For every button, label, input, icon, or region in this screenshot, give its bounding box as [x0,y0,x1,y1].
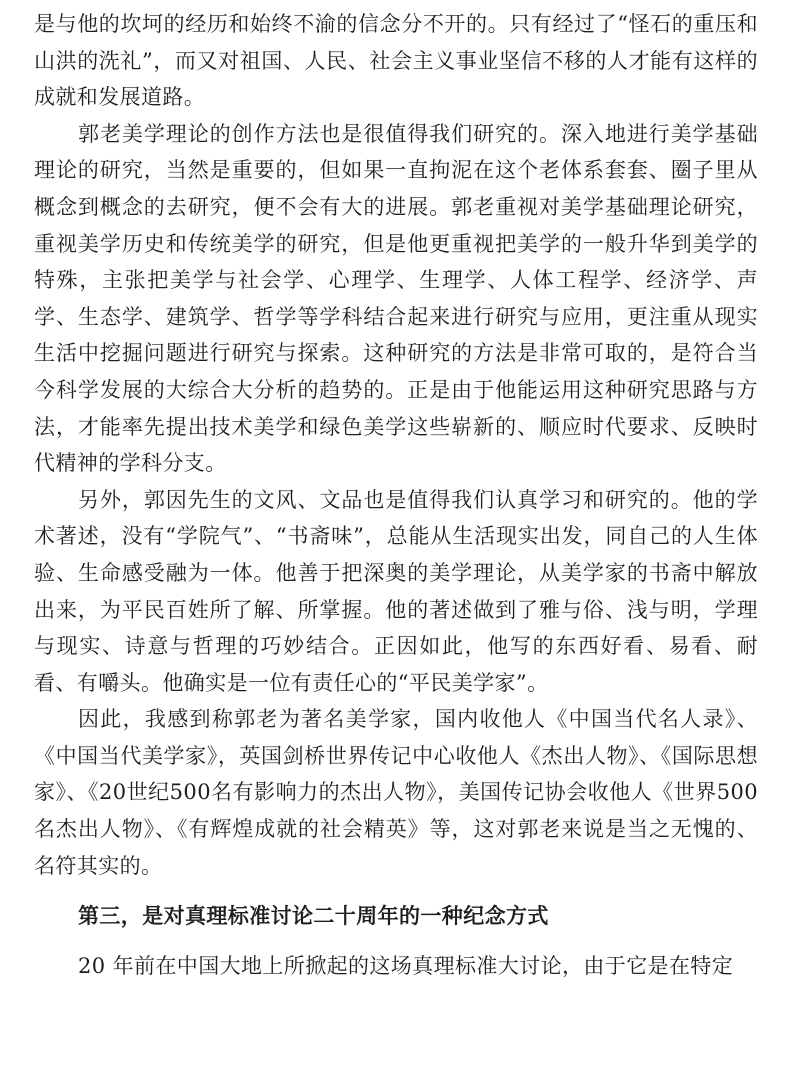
document-page [34,6,758,985]
paragraph-2: 郭老美学理论的创作方法也是很值得我们研究的。深入地进行美学基础理论的研究，当然是重要的，但如果一直拘泥在这个老体系套套、圈子里从概念到概念的去研究，便不会有大的进展。郭老重视对美学基础理论研究，重视美学历史和传统美学的研究，但是他更重视把美学的一般升华到美学的特殊，主张把美学与社会学、心理学、生理学、人体工程学、经济学、声学、生态学、建筑学、哲学等学科结合起来进行研究与应用，更注重从现实生活中挖掘问题进行研究与探索。这种研究的方法是非常可取的，是符合当今科学发展的大综合大分析的趋势的。正是由于他能运用这种研究思路与方法，才能率先提出技术美学和绿色美学这些崭新的、顺应时代要求、反映时代精神的学科分支。 [34,121,758,476]
section-heading: 第三，是对真理标准讨论二十周年的一种纪念方式 [78,904,549,929]
final-paragraph: 20 年前在中国大地上所掀起的这场真理标准大讨论，由于它是在特定 [78,954,734,979]
paragraph-4: 因此，我感到称郭老为著名美学家，国内收他人《中国当代名人录》、《中国当代美学家》，英国剑桥世界传记中心收他人《杰出人物》、《国际思想家》、《20世纪500名有影响力的杰出人物》，美国传记协会收他人《世界500名杰出人物》、《有辉煌成就的社会精英》等，这对郭老来说是当之无愧的、名符其实的。 [34,707,758,878]
paragraph-1: 是与他的坎坷的经历和始终不渝的信念分不开的。只有经过了“怪石的重压和山洪的洗礼”，而又对祖国、人民、社会主义事业坚信不移的人才能有这样的成就和发展道路。 [34,12,758,110]
paragraph-3: 另外，郭因先生的文风、文品也是值得我们认真学习和研究的。他的学术著述，没有“学院气”、“书斋味”，总能从生活现实出发，同自己的人生体验、生命感受融为一体。他善于把深奥的美学理论，从美学家的书斋中解放出来，为平民百姓所了解、所掌握。他的著述做到了雅与俗、浅与明，学理与现实、诗意与哲理的巧妙结合。正因如此，他写的东西好看、易看、耐看、有嚼头。他确实是一位有责任心的“平民美学家”。 [34,487,758,695]
